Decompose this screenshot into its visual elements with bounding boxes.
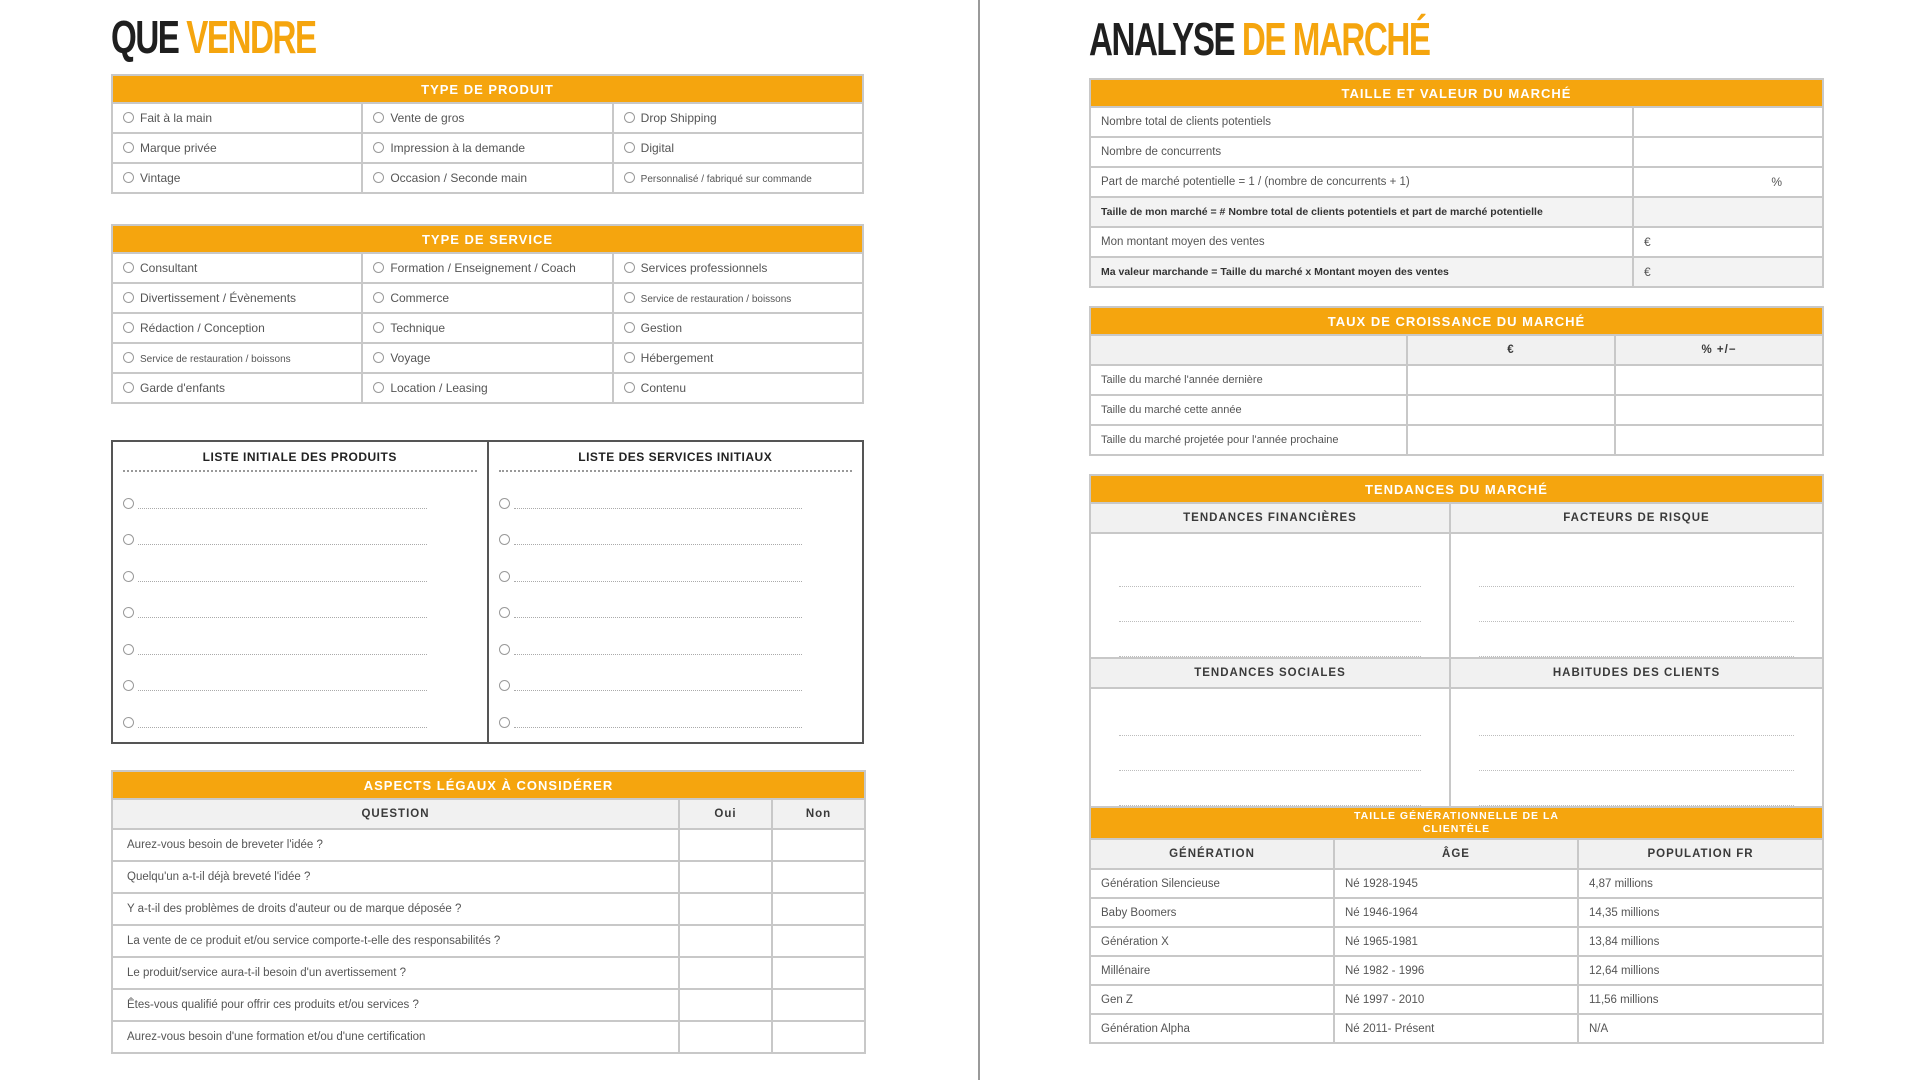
- growth-row: [1090, 395, 1823, 425]
- service-type-option-label: Garde d'enfants: [140, 381, 226, 395]
- radio-icon[interactable]: [499, 717, 510, 728]
- radio-icon[interactable]: [499, 680, 510, 691]
- service-type-option-label: Services professionnels: [640, 261, 768, 275]
- market-size-label: Mon montant moyen des ventes: [1090, 227, 1633, 257]
- service-type-option[interactable]: [362, 313, 612, 343]
- service-type-option-label: Location / Leasing: [390, 381, 488, 395]
- product-type-option-label: Impression à la demande: [390, 141, 526, 155]
- radio-icon[interactable]: [373, 262, 384, 273]
- product-type-option[interactable]: [613, 103, 863, 133]
- service-type-table: [111, 224, 864, 404]
- product-type-option-label: Vente de gros: [390, 111, 465, 125]
- service-type-row: [112, 283, 863, 313]
- client-habits-title: HABITUDES DES CLIENTS: [1450, 658, 1823, 688]
- generation-population: N/A: [1578, 1014, 1823, 1043]
- product-type-option[interactable]: [112, 103, 362, 133]
- radio-icon[interactable]: [373, 322, 384, 333]
- legal-question: Aurez-vous besoin d'une formation et/ou d'une certification: [112, 1021, 679, 1053]
- service-list: [487, 442, 863, 742]
- service-type-option-label: Gestion: [640, 321, 683, 335]
- service-type-option-label: Service de restauration / boissons: [140, 353, 291, 365]
- right-page-title: ANALYSE DE MARCHÉ: [1089, 13, 1430, 65]
- legal-question: Êtes-vous qualifié pour offrir ces produits et/ou services ?: [112, 989, 679, 1021]
- generation-population: 11,56 millions: [1578, 985, 1823, 1014]
- list-entry-line[interactable]: [499, 691, 853, 728]
- legal-row: [112, 989, 865, 1021]
- product-type-table: [111, 74, 864, 194]
- service-type-option[interactable]: [613, 313, 863, 343]
- service-type-option[interactable]: [613, 373, 863, 403]
- market-size-label: Nombre total de clients potentiels: [1090, 107, 1633, 137]
- list-entry-line[interactable]: [499, 655, 853, 692]
- legal-row: [112, 925, 865, 957]
- radio-icon[interactable]: [123, 571, 134, 582]
- growth-col-euro: €: [1407, 335, 1615, 365]
- dotted-line: [138, 689, 427, 691]
- radio-icon[interactable]: [123, 352, 134, 363]
- dotted-line: [138, 543, 427, 545]
- market-size-label: Ma valeur marchande = Taille du marché x Montant moyen des ventes: [1090, 257, 1633, 287]
- generation-age: Né 1982 - 1996: [1334, 956, 1578, 985]
- radio-icon[interactable]: [624, 352, 635, 363]
- market-size-label: Part de marché potentielle = 1 / (nombre de concurrents + 1): [1090, 167, 1633, 197]
- service-type-option-label: Formation / Enseignement / Coach: [390, 261, 576, 275]
- generation-row: [1090, 956, 1823, 985]
- legal-row: [112, 957, 865, 989]
- generation-name: Baby Boomers: [1090, 898, 1334, 927]
- product-type-option-label: Marque privée: [140, 141, 217, 155]
- dotted-line: [138, 507, 427, 509]
- legal-row: [112, 1021, 865, 1053]
- radio-icon[interactable]: [123, 172, 134, 183]
- legal-no-cell[interactable]: [772, 1021, 865, 1053]
- market-size-body: [1090, 107, 1823, 287]
- service-type-option[interactable]: [362, 343, 612, 373]
- radio-icon[interactable]: [123, 498, 134, 509]
- list-entry-line[interactable]: [499, 472, 853, 509]
- product-type-header: TYPE DE PRODUIT: [112, 75, 863, 103]
- generation-name: Gen Z: [1090, 985, 1334, 1014]
- generation-age: Né 1946-1964: [1334, 898, 1578, 927]
- radio-icon[interactable]: [123, 292, 134, 303]
- service-type-row: [112, 313, 863, 343]
- radio-icon[interactable]: [624, 322, 635, 333]
- service-type-option[interactable]: [112, 373, 362, 403]
- legal-yes-cell[interactable]: [679, 893, 772, 925]
- radio-icon[interactable]: [123, 607, 134, 618]
- list-entry-line[interactable]: [123, 691, 477, 728]
- legal-row: [112, 893, 865, 925]
- gen-col-age: ÂGE: [1334, 839, 1578, 869]
- legal-question: Le produit/service aura-t-il besoin d'un avertissement ?: [112, 957, 679, 989]
- social-trends-title: TENDANCES SOCIALES: [1090, 658, 1450, 688]
- service-type-option-label: Service de restauration / boissons: [640, 293, 792, 305]
- legal-no-cell[interactable]: [772, 957, 865, 989]
- left-page-title: QUE VENDRE: [111, 11, 316, 63]
- legal-no-cell[interactable]: [772, 989, 865, 1021]
- list-entry-line[interactable]: [123, 655, 477, 692]
- product-type-option[interactable]: [112, 163, 362, 193]
- initial-lists: [111, 440, 864, 744]
- risk-factors-title: FACTEURS DE RISQUE: [1450, 503, 1823, 533]
- market-size-value[interactable]: €: [1633, 257, 1823, 287]
- list-entry-line[interactable]: [123, 472, 477, 509]
- market-size-label: Taille de mon marché = # Nombre total de clients potentiels et part de marché potentielle: [1090, 197, 1633, 227]
- dotted-line: [514, 653, 803, 655]
- generation-name: Millénaire: [1090, 956, 1334, 985]
- radio-icon[interactable]: [123, 262, 134, 273]
- radio-icon[interactable]: [123, 382, 134, 393]
- page-divider: [978, 0, 980, 1080]
- service-list-title: LISTE DES SERVICES INITIAUX: [499, 450, 853, 472]
- market-size-value[interactable]: [1633, 107, 1823, 137]
- service-type-header: TYPE DE SERVICE: [112, 225, 863, 253]
- radio-icon[interactable]: [624, 142, 635, 153]
- product-type-option[interactable]: [613, 133, 863, 163]
- financial-trends-lines[interactable]: [1090, 533, 1450, 658]
- growth-euro-cell[interactable]: [1407, 365, 1615, 395]
- service-type-option-label: Technique: [390, 321, 446, 335]
- growth-col-blank: [1090, 335, 1407, 365]
- market-size-label: Nombre de concurrents: [1090, 137, 1633, 167]
- radio-icon[interactable]: [624, 382, 635, 393]
- radio-icon[interactable]: [373, 352, 384, 363]
- generations-body: [1090, 869, 1823, 1043]
- legal-question: Aurez-vous besoin de breveter l'idée ?: [112, 829, 679, 861]
- service-type-option-label: Voyage: [390, 351, 431, 365]
- generation-name: Génération Alpha: [1090, 1014, 1334, 1043]
- legal-no-cell[interactable]: [772, 861, 865, 893]
- service-type-option[interactable]: [613, 283, 863, 313]
- generation-row: [1090, 985, 1823, 1014]
- dotted-line: [514, 689, 803, 691]
- radio-icon[interactable]: [499, 644, 510, 655]
- service-type-option[interactable]: [362, 253, 612, 283]
- product-type-body: [112, 103, 863, 193]
- radio-icon[interactable]: [373, 292, 384, 303]
- radio-icon[interactable]: [499, 498, 510, 509]
- growth-col-pct: % +/−: [1615, 335, 1823, 365]
- dotted-line: [138, 726, 427, 728]
- legal-body: [112, 829, 865, 1053]
- growth-body: [1090, 365, 1823, 455]
- list-entry-line[interactable]: [123, 618, 477, 655]
- generations-header-line1: TAILLE GÉNÉRATIONNELLE DE LA: [1354, 810, 1559, 822]
- service-type-option[interactable]: [112, 253, 362, 283]
- service-type-row: [112, 343, 863, 373]
- product-type-option-label: Vintage: [140, 171, 181, 185]
- list-entry-line[interactable]: [123, 545, 477, 582]
- legal-row: [112, 861, 865, 893]
- service-type-row: [112, 373, 863, 403]
- service-type-option[interactable]: [613, 343, 863, 373]
- radio-icon[interactable]: [624, 112, 635, 123]
- trends-header: TENDANCES DU MARCHÉ: [1090, 475, 1823, 503]
- market-size-value[interactable]: [1633, 137, 1823, 167]
- market-size-value[interactable]: €: [1633, 227, 1823, 257]
- product-type-row: [112, 133, 863, 163]
- legal-yes-cell[interactable]: [679, 989, 772, 1021]
- legal-col-no: Non: [772, 799, 865, 829]
- dotted-line: [514, 507, 803, 509]
- dotted-line: [138, 653, 427, 655]
- radio-icon[interactable]: [624, 292, 635, 303]
- gen-col-generation: GÉNÉRATION: [1090, 839, 1334, 869]
- service-type-row: [112, 253, 863, 283]
- generation-population: 12,64 millions: [1578, 956, 1823, 985]
- generation-population: 14,35 millions: [1578, 898, 1823, 927]
- product-type-option[interactable]: [613, 163, 863, 193]
- legal-no-cell[interactable]: [772, 893, 865, 925]
- radio-icon[interactable]: [499, 534, 510, 545]
- product-type-option-label: Personnalisé / fabriqué sur commande: [640, 173, 812, 185]
- radio-icon[interactable]: [373, 382, 384, 393]
- product-type-row: [112, 163, 863, 193]
- social-trends-lines[interactable]: [1090, 688, 1450, 807]
- legal-question: La vente de ce produit et/ou service comporte-t-elle des responsabilités ?: [112, 925, 679, 957]
- dotted-line: [514, 616, 803, 618]
- generation-age: Né 2011- Présent: [1334, 1014, 1578, 1043]
- generations-header: [1090, 807, 1823, 839]
- market-size-row: [1090, 227, 1823, 257]
- generations-table: [1089, 806, 1824, 1044]
- legal-yes-cell[interactable]: [679, 957, 772, 989]
- product-list: [113, 442, 487, 742]
- product-type-option-label: Drop Shipping: [640, 111, 717, 125]
- dotted-line: [514, 543, 803, 545]
- product-list-lines: [123, 472, 477, 728]
- trends-table: [1089, 474, 1824, 808]
- radio-icon[interactable]: [123, 717, 134, 728]
- service-type-option[interactable]: [613, 253, 863, 283]
- legal-row: [112, 829, 865, 861]
- financial-trends-title: TENDANCES FINANCIÈRES: [1090, 503, 1450, 533]
- product-type-row: [112, 103, 863, 133]
- legal-yes-cell[interactable]: [679, 829, 772, 861]
- growth-euro-cell[interactable]: [1407, 395, 1615, 425]
- dotted-line: [514, 726, 803, 728]
- product-list-title: LISTE INITIALE DES PRODUITS: [123, 450, 477, 472]
- legal-yes-cell[interactable]: [679, 925, 772, 957]
- product-type-option-label: Digital: [640, 141, 675, 155]
- list-entry-line[interactable]: [123, 582, 477, 619]
- generation-row: [1090, 869, 1823, 898]
- generations-header-line2: CLIENTÈLE: [1422, 823, 1491, 835]
- radio-icon[interactable]: [123, 534, 134, 545]
- list-entry-line[interactable]: [499, 618, 853, 655]
- service-type-option-label: Rédaction / Conception: [140, 321, 265, 335]
- legal-yes-cell[interactable]: [679, 1021, 772, 1053]
- product-type-option[interactable]: [362, 163, 612, 193]
- growth-table: [1089, 306, 1824, 456]
- radio-icon[interactable]: [123, 142, 134, 153]
- growth-row: [1090, 425, 1823, 455]
- product-type-option-label: Occasion / Seconde main: [390, 171, 528, 185]
- generation-row: [1090, 927, 1823, 956]
- legal-yes-cell[interactable]: [679, 861, 772, 893]
- generation-population: 13,84 millions: [1578, 927, 1823, 956]
- service-type-option-label: Contenu: [640, 381, 687, 395]
- product-type-option-label: Fait à la main: [140, 111, 213, 125]
- legal-col-yes: Oui: [679, 799, 772, 829]
- generation-age: Né 1997 - 2010: [1334, 985, 1578, 1014]
- risk-factors-lines[interactable]: [1450, 533, 1823, 658]
- market-size-row: [1090, 257, 1823, 287]
- service-type-option-label: Divertissement / Évènements: [140, 291, 297, 305]
- market-size-row: [1090, 137, 1823, 167]
- generation-row: [1090, 898, 1823, 927]
- radio-icon[interactable]: [373, 142, 384, 153]
- list-entry-line[interactable]: [499, 545, 853, 582]
- growth-header: TAUX DE CROISSANCE DU MARCHÉ: [1090, 307, 1823, 335]
- market-size-header: TAILLE ET VALEUR DU MARCHÉ: [1090, 79, 1823, 107]
- legal-col-question: QUESTION: [112, 799, 679, 829]
- growth-pct-cell[interactable]: [1615, 395, 1823, 425]
- market-size-row: [1090, 107, 1823, 137]
- product-type-option[interactable]: [362, 133, 612, 163]
- dotted-line: [514, 580, 803, 582]
- radio-icon[interactable]: [123, 112, 134, 123]
- growth-pct-cell[interactable]: [1615, 365, 1823, 395]
- service-type-option-label: Consultant: [140, 261, 198, 275]
- service-type-option[interactable]: [112, 283, 362, 313]
- radio-icon[interactable]: [373, 172, 384, 183]
- dotted-line: [138, 580, 427, 582]
- market-size-row: [1090, 197, 1823, 227]
- service-type-option[interactable]: [362, 283, 612, 313]
- growth-euro-cell[interactable]: [1407, 425, 1615, 455]
- market-size-table: [1089, 78, 1824, 288]
- generation-age: Né 1928-1945: [1334, 869, 1578, 898]
- service-type-option[interactable]: [112, 313, 362, 343]
- growth-label: Taille du marché projetée pour l'année prochaine: [1090, 425, 1407, 455]
- market-size-row: [1090, 167, 1823, 197]
- growth-row: [1090, 365, 1823, 395]
- gen-col-population: POPULATION FR: [1578, 839, 1823, 869]
- radio-icon[interactable]: [499, 607, 510, 618]
- radio-icon[interactable]: [123, 322, 134, 333]
- radio-icon[interactable]: [624, 172, 635, 183]
- service-list-lines: [499, 472, 853, 728]
- legal-header: ASPECTS LÉGAUX À CONSIDÉRER: [112, 771, 865, 799]
- list-entry-line[interactable]: [123, 509, 477, 546]
- radio-icon[interactable]: [373, 112, 384, 123]
- growth-pct-cell[interactable]: [1615, 425, 1823, 455]
- list-entry-line[interactable]: [499, 509, 853, 546]
- legal-no-cell[interactable]: [772, 829, 865, 861]
- generation-population: 4,87 millions: [1578, 869, 1823, 898]
- legal-no-cell[interactable]: [772, 925, 865, 957]
- generation-name: Génération X: [1090, 927, 1334, 956]
- list-entry-line[interactable]: [499, 582, 853, 619]
- dotted-line: [138, 616, 427, 618]
- radio-icon[interactable]: [123, 680, 134, 691]
- growth-label: Taille du marché l'année dernière: [1090, 365, 1407, 395]
- client-habits-lines[interactable]: [1450, 688, 1823, 807]
- radio-icon[interactable]: [123, 644, 134, 655]
- service-type-option[interactable]: [112, 343, 362, 373]
- market-size-value[interactable]: %: [1633, 167, 1823, 197]
- radio-icon[interactable]: [624, 262, 635, 273]
- product-type-option[interactable]: [112, 133, 362, 163]
- generation-row: [1090, 1014, 1823, 1043]
- generation-name: Génération Silencieuse: [1090, 869, 1334, 898]
- service-type-option[interactable]: [362, 373, 612, 403]
- legal-question: Quelqu'un a-t-il déjà breveté l'idée ?: [112, 861, 679, 893]
- market-size-value[interactable]: [1633, 197, 1823, 227]
- growth-label: Taille du marché cette année: [1090, 395, 1407, 425]
- service-type-body: [112, 253, 863, 403]
- radio-icon[interactable]: [499, 571, 510, 582]
- product-type-option[interactable]: [362, 103, 612, 133]
- service-type-option-label: Hébergement: [640, 351, 714, 365]
- service-type-option-label: Commerce: [390, 291, 450, 305]
- legal-question: Y a-t-il des problèmes de droits d'auteur ou de marque déposée ?: [112, 893, 679, 925]
- generation-age: Né 1965-1981: [1334, 927, 1578, 956]
- legal-table: [111, 770, 866, 1054]
